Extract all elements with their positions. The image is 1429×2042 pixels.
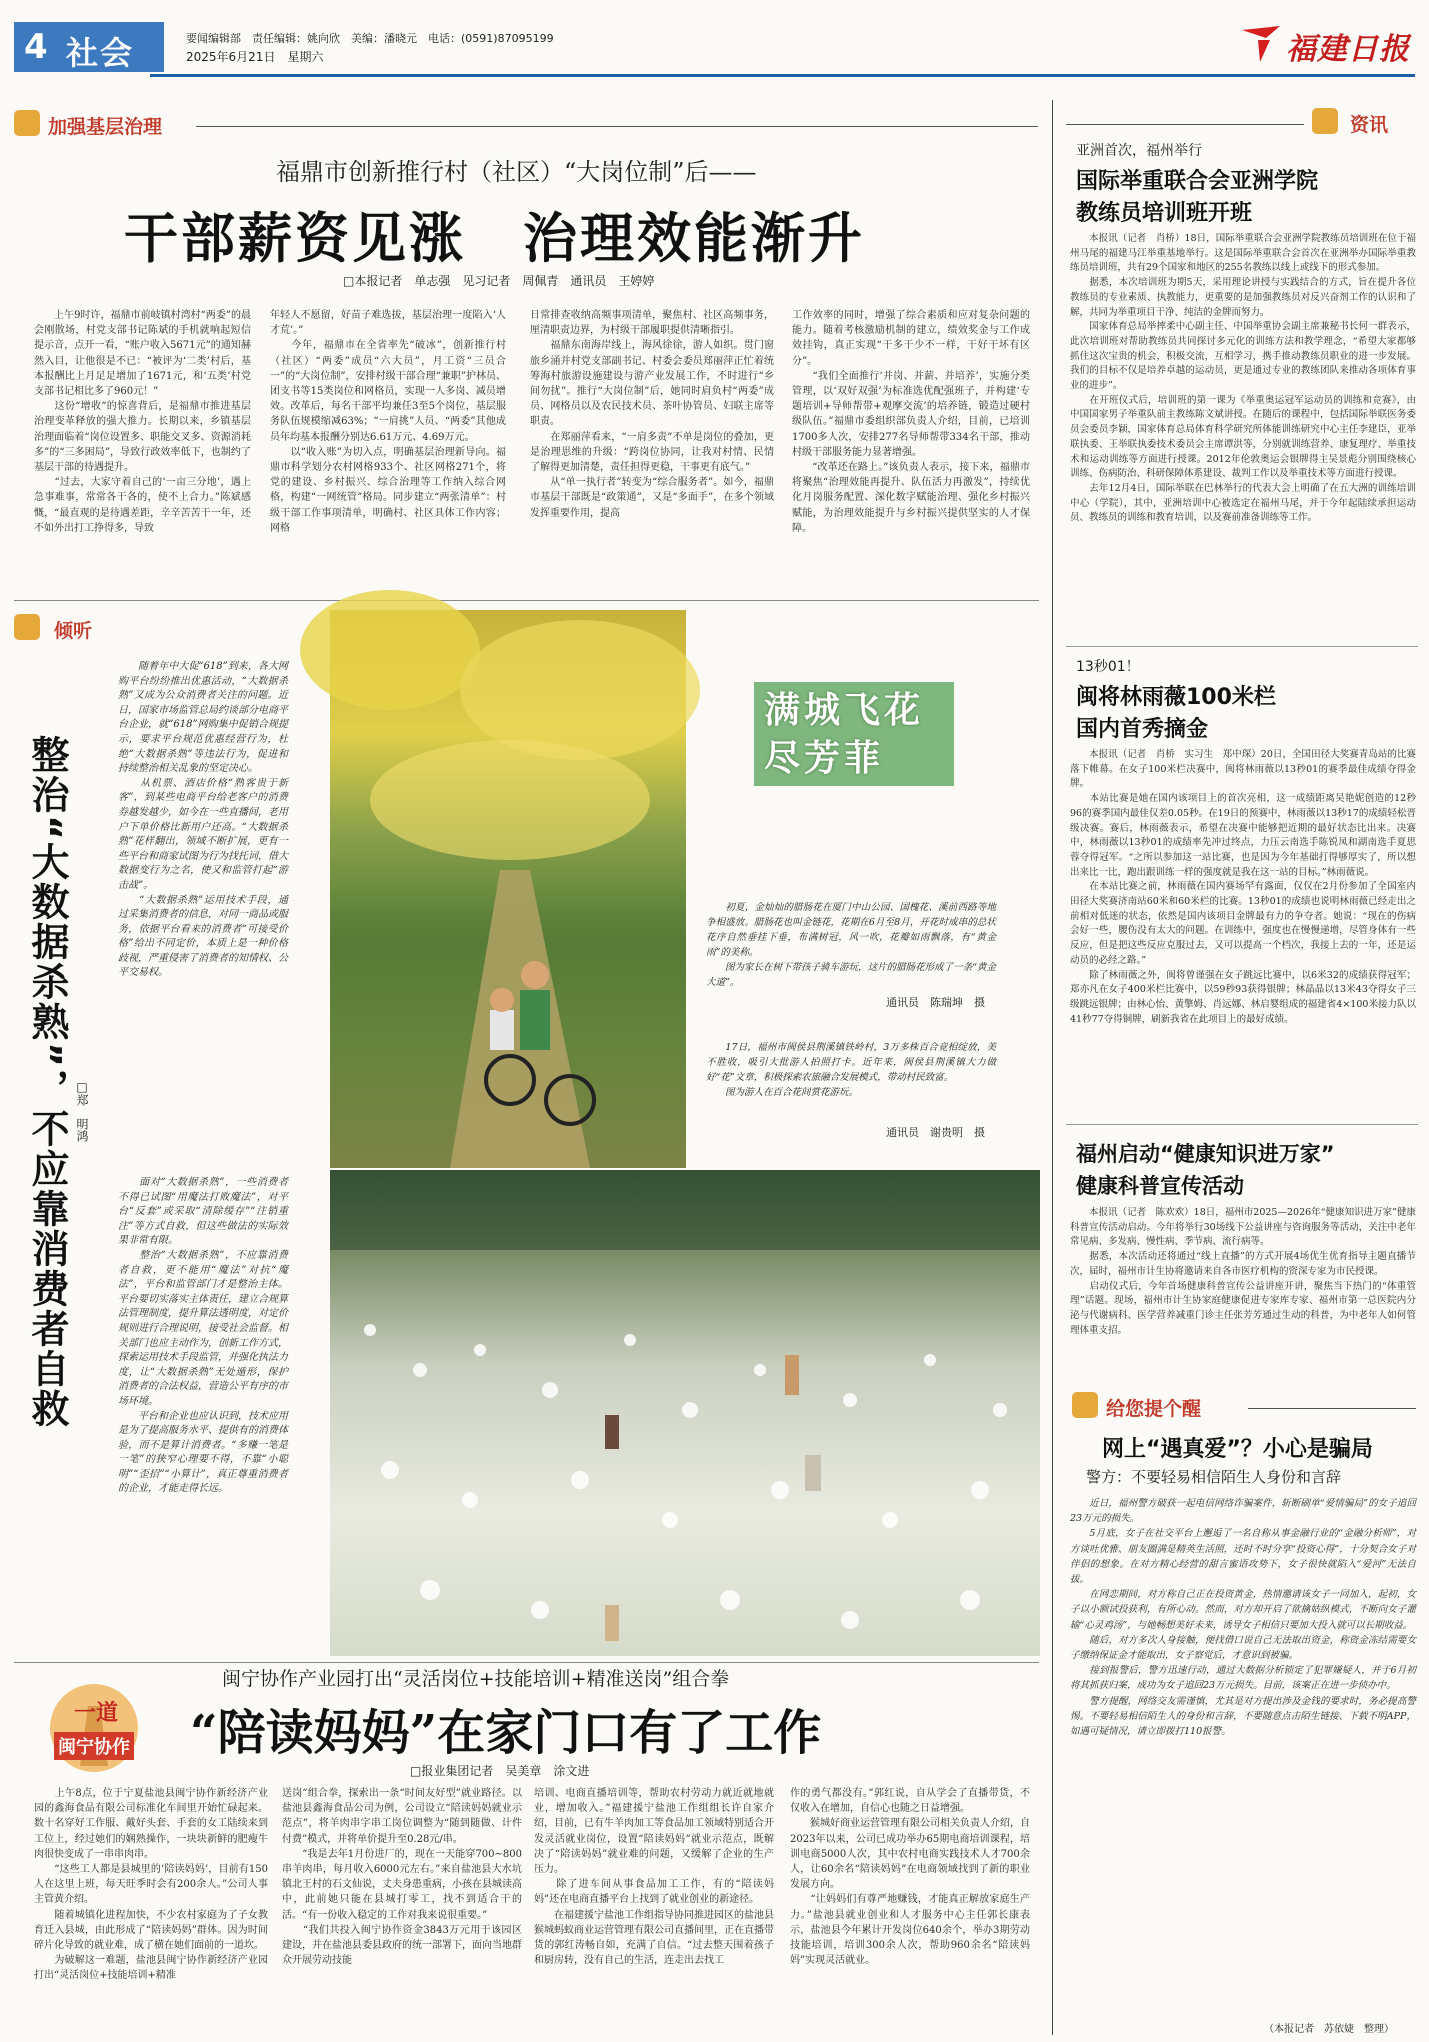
minning-headline: “陪读妈妈”在家门口有了工作 [190, 1705, 822, 1761]
photo-lily-field [330, 1170, 1040, 1656]
photo-feature-title-box [720, 660, 958, 790]
news1-title-1: 国际举重联合会亚洲学院 [1076, 169, 1319, 194]
badge-bottom-text: 闽宁协作 [54, 1732, 134, 1760]
minning-col-4: 作的勇气都没有。”郭红说，自从学会了直播带货，不仅收入在增加，自信心也随之日益增强。 猴城好商业运营管理有限公司相关负责人介绍，自2023年以来，公司已成功举办65期电商培训课程，培训电商5000人次，其中农村电商实践技术人才700余人，让60余名“陪读妈妈”在电商领域找到了新的职业发展方向。 “让妈妈们有尊严地赚钱，才能真正解放家庭生产力。”盐池县就业创业和人才服务中心主任郭长康表示，盐池县今年累计开发岗位640余个，举办3期劳动技能培训，培训300余人次，帮助960余名“陪读妈妈”实现灵活就业。 [790, 1788, 1030, 1967]
minning-badge [30, 1676, 160, 1776]
news2-kicker: 13秒01！ [1076, 659, 1140, 675]
house-icon [14, 110, 40, 136]
minning-byline: □报业集团记者 吴美章 涂文进 [410, 1764, 590, 1778]
column-divider [1052, 100, 1053, 2035]
section-label [14, 614, 154, 644]
section-rule [14, 1662, 1039, 1663]
minning-col-1: 上午8点，位于宁夏盐池县闽宁协作新经济产业园的鑫海食品有限公司标准化车间里开始忙碌起来。数十名穿好工作服、戴好头套、手套的女工陆续来到工位上，经过她们的娴熟操作，一块块新鲜的肥瘦牛肉很快变成了一串串肉串。 “这些工人都是县城里的‘陪读妈妈’，目前有150人在这里上班，每天旺季时会有200余人。”公司人事主管黄介绍。 随着城镇化进程加快，不少农村家庭为了子女教育迁入县城，由此形成了“陪读妈妈”群体。因为时间碎片化导致的就业难，成了横在她们面前的一道坎。 为破解这一难题，盐池县闽宁协作新经济产业园打出“灵活岗位+技能培训+精准 [34, 1788, 268, 1982]
photo-illustration [330, 610, 686, 1168]
section-name: 社会 [66, 34, 135, 72]
pencil-icon [1072, 1392, 1098, 1418]
minning-kicker: 闽宁协作产业园打出“灵活岗位+技能培训+精准送岗”组合拳 [222, 1668, 730, 1690]
minning-col-2: 送岗”组合拳，探索出一条“时间友好型”就业路径。以盐池县鑫海食品公司为例，公司设立“陪读妈妈就业示范点”，将羊肉串字串工岗位调整为“随到随做、计件付费”模式，并将单价提升至0.28元/串。 “我是去年1月份进厂的，现在一天能穿700~800串羊肉串，每月收入6000元左右。”来自盐池县大水坑镇北王村的石文仙说，丈夫身患重病，小孩在县城读高中，此前她只能在县城打零工，找不到适合干的活。“有一份收入稳定的工作对我来说很重要。” “我们共投入闽宁协作资金3843万元用于该园区建设，并在盐池县委县政府的统一部署下，面向当地群众开展劳动技能 [282, 1788, 522, 1967]
lead-kicker: 福鼎市创新推行村（社区）“大岗位制”后—— [276, 158, 757, 186]
section-label-text: 倾听 [54, 620, 93, 642]
warning-credit: （本报记者 苏依婕 整理） [1264, 2024, 1394, 2035]
photo-feature-title: 满城飞花尽芳菲 [754, 682, 954, 786]
commentary-headline: 整治“大数据杀熟”，不应靠消费者自救 [25, 735, 69, 1429]
news3-title-1: 福州启动“健康知识进万家” [1076, 1142, 1335, 1166]
page-number-block [14, 22, 164, 72]
commentary-col-1: 随着年中大促“618”到来，各大网购平台纷纷推出优惠活动，“大数据杀熟”又成为公众消费者关注的问题。近日，国家市场监管总局约谈部分电商平台企业，就“618”网购集中促销合规提示，要求平台规范优惠经营行为，杜绝“大数据杀熟”等违法行为，促进和持续整治相关乱象的坚定决心。 从机票、酒店价格“熟客贵于新客”，到某些电商平台给老客户的消费券越发越少，如今在一些直播间，老用户下单价格比新用户还高。“大数据杀熟”花样翻出，领域不断扩展，更有一些平台和商家试图为行为找托词，借大数据变行为之名，使又和监管打起“游击战”。 “大数据杀熟”运用技术手段，通过采集消费者的信息，对同一商品或服务，依据平台看来的消费者“可接受价格”给出不同定价，本质上是一种价格歧视，严重侵害了消费者的知情权、公平交易权。 [118, 661, 288, 979]
news2-title-2: 国内首秀摘金 [1076, 717, 1209, 742]
section-rule [1066, 646, 1418, 647]
commentary-col-2: 面对“大数据杀熟”，一些消费者不得已试图“用魔法打败魔法”，对平台“反套”或采取“清除缓存”“注销重注”等方式自救，但这些做法的实际效果非常有限。 整治“大数据杀熟”，不应靠消费者自救，更不能用“魔法”对抗“魔法”，平台和监管部门才是整治主体。平台要切实落实主体责任，建立合规算法管理制度，提升算法透明度，对定价规则进行合理说明，接受社会监督。相关部门也应主动作为，创新工作方式，探索运用技术手段监管，并强化执法力度，让“大数据杀熟”无处遁形，保护消费者的合法权益，营造公平有序的市场环境。 平台和企业也应认识到，技术应用是为了提高服务水平、提供有的消费体验，而不是算计消费者。“多赚一笔是一笔”的狭窄心理要不得，不靠“小聪明”“歪招”“小算计”，真正尊重消费者的企业，才能走得长远。 [118, 1177, 288, 1495]
section-rule [1066, 1124, 1418, 1125]
warning-title: 网上“遇真爱”？小心是骗局 [1102, 1437, 1373, 1462]
news1-title-2: 教练员培训班开班 [1076, 201, 1253, 226]
section-rule [1066, 124, 1304, 125]
photo-credit-1: 通讯员 陈瑞坤 摄 [886, 996, 985, 1009]
issue-date: 2025年6月21日 星期六 [186, 50, 324, 64]
lead-byline: □本报记者 单志强 见习记者 周佩青 通讯员 王婷婷 [343, 274, 655, 288]
section-label-text: 加强基层治理 [48, 116, 163, 138]
news2-body: 本报讯（记者 肖桥 实习生 郑中琛）20日，全国田径大奖赛青岛站的比赛落下帷幕。在女子100米栏决赛中，闽将林雨薇以13秒01的赛季最佳成绩夺得金牌。 本站比赛是她在国内该项目上的首次亮相，这一成绩距离吴艳妮创造的12秒96的赛季国内最佳仅差0.05秒。在19日的预赛中，林雨薇以13秒17的成绩轻松晋级决赛。赛后，林雨薇表示，希望在决赛中能够把近期的最好状态比出来。决赛中，林雨薇以13秒01的成绩率先冲过终点，力压云南选手陈锐凤和湖南选手夏思蓉夺得冠军。“之所以参加这一站比赛，也是因为今年基础打得够厚实了，所以想出来比一比，跑出跟训练一样的强度就是我在这一站的目标。”林雨薇说。 在本站比赛之前，林雨薇在国内赛场罕有露面，仅仅在2月份参加了全国室内田径大奖赛济南站60米和60米栏的比赛。13秒01的成绩也说明林雨薇已经走出之前相对低迷的状态，依然是国内该项目金牌最有力的争夺者。她说：“现在的伤病会好一些，腰伤没有太大的问题。在训练中，强度也在慢慢递增，尽管身体有一些反应，但是把这些反应克服过去，又可以提高一个档次，我接上去的一年，还是运动员的必经之路。” 除了林雨薇之外，闽将曾谨强在女子跳远比赛中，以6米32的成绩获得冠军；郑亦凡在女子400米栏比赛中，以59秒93获得银牌；林晶晶以13米43夺得女子三级跳远银牌；由林心怡、黄擎姆、肖远娜、林启婴组成的福建省4×100米接力队以41秒77夺得铜牌，刷新我省在此项目上的最好成绩。 [1070, 749, 1416, 1025]
paper-name: 福建日报 [1286, 32, 1410, 67]
warning-subtitle: 警方：不要轻易相信陌生人身份和言辞 [1086, 1468, 1342, 1486]
commentary-author: □郑 明鸿 [75, 1080, 89, 1142]
flag-logo-icon [1240, 24, 1284, 64]
section-label-text: 给您提个醒 [1106, 1398, 1202, 1420]
masthead [0, 0, 1429, 80]
header-rule [150, 74, 1415, 77]
warning-body: 近日，福州警方破获一起电信网络诈骗案件，斩断刷单“爱情骗局”的女子追回23万元的损失。 5月底，女子在社交平台上邂逅了一名自称从事金融行业的“金融分析师”，对方谈吐优雅、朋友圈满是精英生活照，还时不时分享“投资心得”，十分契合女子对伴侣的想象。在对方精心经营的甜言蜜语攻势下，女子很快就陷入“爱河”无法自拔。 在网恋期间，对方称自己正在投资黄金，热情邀请该女子一同加入，起初，女子以小额试投获利，有所心动。然而，对方却开启了欲擒姑纵模式，不断向女子灌输“心灵鸡汤”，与她畅想美好未来，诱导女子相信只要加大投入就可以长期收益。 随后，对方多次人身接触，便找借口说自己无法取出资金，称资金冻结需要女子缴纳保证金才能取出，女子察觉后，才意识到被骗。 接到报警后，警方迅速行动，通过大数据分析锁定了犯罪嫌疑人，并于6月初将其抓获归案，成功为女子追回23万元损失。目前，该案正在进一步侦办中。 警方提醒，网络交友需谨慎，尤其是对方提出涉及金钱的要求时，务必提高警惕。不要轻易相信陌生人的身份和言辞，不要随意点击陌生链接、下载不明APP，如遇可疑情况，请立即拨打110报警。 [1070, 1498, 1416, 1738]
news3-title-2: 健康科普宣传活动 [1076, 1174, 1244, 1198]
lead-col-4: 工作效率的同时，增强了综合素质和应对复杂问题的能力。随着考核激励机制的建立，绩效奖金与工作成效挂钩，真正实现“干多干少不一样，干好干坏有区分”。 “我们全面推行‘并岗、并薪、并培养’，实施分类管理，以‘双好双强’为标准选优配强班子，并构建‘专题培训+导师帮带+观摩交流’的培养链，锻造过硬村级队伍。”福鼎市委组织部负责人介绍，目前，已培训1700多人次，安排277名导师帮带334名干部，推动村级干部服务能力显著增强。 “改革还在路上。”该负责人表示，接下来，福鼎市将聚焦“治理效能再提升、队伍活力再激发”，持续优化月岗服务配置、深化数字赋能治理、强化乡村振兴赋能，为治理效能提升与乡村振兴提供坚实的人才保障。 [792, 310, 1030, 534]
editor-line: 要闻编辑部 责任编辑：姚向欣 美编：潘晓元 电话：(0591)87095199 [186, 32, 554, 45]
paper-logo [1240, 18, 1410, 70]
house-icon [1312, 108, 1338, 134]
photo-golden-shower-trees [330, 610, 686, 1168]
section-label-text: 资讯 [1350, 114, 1389, 136]
page-number: 4 [24, 27, 48, 67]
lead-headline: 干部薪资见涨 治理效能渐升 [124, 207, 865, 270]
photo-credit-2: 通讯员 谢贵明 摄 [886, 1126, 985, 1139]
badge-top-text: 一道 [74, 1701, 119, 1726]
lead-col-3: 日常排查收纳高频事项清单，聚焦村、社区高频事务，厘清职责边界，为村级干部履职提供清晰指引。 福鼎东南海岸线上，海风徐徐，游人如织。贯门窗旅乡涌并村党支部副书记、村委会委员郑丽萍正忙着统筹海村旅游设施建设与游产业发展工作，不时进行“乡间勿扰”。推行“大岗位制”后，她同时肩负村“两委”成员、网格员以及农民技术员、茶叶协管员、妇联主席等职责。 在郑丽萍看来，“一肩多责”不单是岗位的叠加，更是治理思维的升级：“跨岗位协同，让我对村情、民情了解得更加清楚，责任担得更稳，干事更有底气。” 从“单一执行者”转变为“综合服务者”。如今，福鼎市基层干部既是“政策通”，又是“多面手”，在多个领域发挥重要作用，提高 [530, 310, 774, 519]
news1-kicker: 亚洲首次，福州举行 [1076, 143, 1202, 159]
section-rule [14, 600, 1039, 601]
minning-col-3: 培训、电商直播培训等，帮助农村劳动力就近就地就业，增加收入。”福建援宁盐池工作组组长许自家介绍，目前，已有牛羊肉加工等食品加工领域特别适合开发灵活就业岗位，设置“陪读妈妈”就业示范点，既解决了“陪读妈妈”就业难的问题，又缓解了企业的生产压力。 除了进车间从事食品加工工作，有的“陪读妈妈”还在电商直播平台上找到了就业创业的新途径。 在福建援宁盐池工作组指导协同推进园区的盐池县猴城蚂蚁商业运营管理有限公司直播间里，正在直播带货的郭红涛畅自如，充满了自信。“过去整天围着孩子和厨房转，没有自己的生活，连走出去找工 [534, 1788, 774, 1967]
news3-body: 本报讯（记者 陈欢欢）18日，福州市2025—2026年“健康知识进万家”健康科普宣传活动启动。今年将举行30场线下公益讲座与咨询服务等活动，关注中老年常见病、多发病、慢性病、季节病、流行病等。 据悉，本次活动还将通过“线上直播”的方式开展4场优生优育指导主题直播节次，届时，福州市计生协将邀请来自各市医疗机构的资深专家为市民授课。 启动仪式后，今年首场健康科普宣传公益讲座开讲，聚焦当下热门的“体重管理”话题。现场，福州市计生协家庭健康促进专家库专家、福州市第一总医院内分泌与代谢病科、医学营养减重门诊主任张芳芳通过生动的科普，为中老年人如何管理体重支招。 [1070, 1207, 1416, 1336]
section-label [1312, 108, 1422, 138]
photo-caption-2: 17日，福州市闽侯县荆溪镇铁岭村，3万多株百合竞相绽放，美不胜收，吸引大批游人拍照打卡。近年来，闽侯县荆溪镇大力做好“花”文章，积极探索农旅融合发展模式，带动村民致富。 图为游人在百合花间赏花游玩。 [706, 1042, 996, 1098]
section-rule [196, 126, 1038, 127]
news2-title-1: 闽将林雨薇100米栏 [1076, 685, 1276, 710]
lead-col-2: 年轻人不愿留，好苗子难选拔，基层治理一度陷入‘人才荒’。” 今年，福鼎市在全省率先“破冰”，创新推行村（社区）“两委”成员“六大员”，月工资“三员合一”的“大岗位制”，安排村级干部合理“兼职”护林员、团支书等15类岗位和网格员，实现一人多岗、减员增效。改革后，每名干部平均兼任3至5个岗位，基层服务队伍规模缩减63%；“一肩挑”人员、“两委”其他成员年均基本报酬分别达6.61万元、4.69万元。 以“收入账”为切入点，明确基层治理新导向。福鼎市科学划分农村网格933个、社区网格271个，将党的建设、乡村振兴、综合治理等工作纳入综合网格，构建“一网统管”格局。同步建立“两张清单”：村级干部工作事项清单，明确村、社区具体工作内容；网格 [270, 310, 506, 534]
section-rule [1248, 1408, 1416, 1409]
section-label [1072, 1392, 1252, 1422]
photo-caption-1: 初夏，金灿灿的腊肠花在厦门中山公园、国槐花、溪前西路等地争相盛放。腊肠花也叫金链花，花期在6月至8月，开花时成串的总状花序自然垂挂下垂，布满树冠，风一吹，花瓣如雨飘落，有“黄金雨”的美称。 图为家长在树下带孩子骑车游玩，这片的腊肠花形成了一条“黄金大道”。 [706, 902, 996, 988]
news1-body: 本报讯（记者 肖桥）18日，国际举重联合会亚洲学院教练员培训班在位于福州马尾的福建马江举重基地举行。这是国际举重联合会首次在亚洲举办国际举重教练员培训班，共有29个国家和地区的255名教练以线上或线下的形式参加。 据悉，本次培训班为期5天，采用理论讲授与实践结合的方式，旨在提升各位教练员的专业素质、执教能力，更重要的是加强教练员对反兴奋剂工作的认识和了解，共同为举重项目干净、纯洁的金牌而努力。 国家体育总局举摔柔中心副主任、中国举重协会副主席兼秘书长何一群表示，此次培训班对帮助教练员共同探讨多元化的训练方法和教学理念，“希望大家都够抓住这次宝贵的机会，积极交流，互相学习，携手推动教练员职业的进一步发展。我们的目标不仅是培养卓越的运动员，更是通过专业的教练团队来推动各项体育事业的进步”。 在开班仪式后，培训班的第一课为《举重奥运冠军运动员的训练和竞赛》，由中国国家男子举重队前主教练陈文斌讲授。在随后的课程中，包括国际举联医务委员会委员李颖，国家体育总局体育科学研究所体能训练研究中心主任李建臣，亚举联执委、王举联执委技术委员会主席谭洪等，分别就训练营养、康复理疗、举重技术和运动训练等方面进行授课。2012年伦敦奥运会银牌得主吴景彪分别围绕核心训练、伤病防治、科研保障体系建设、裁判工作以及举重技术等方面进行授课。 去年12月4日，国际举联在巴林举行的代表大会上明确了在五大洲的训练培训中心（学院），其中，亚洲培训中心被选定在福州马尾，并于今年起陆续承担运动员、教练员的训练和教育培训，以及赛前准备训练等工作。 [1070, 233, 1416, 524]
pencil-icon [14, 614, 40, 640]
section-label [14, 110, 234, 140]
lead-col-1: 上午9时许，福鼎市前岐镇村湾村“两委”的晨会刚散场，村党支部书记陈斌的手机就响起短信提示音，点开一看，“账户收入5671元”的通知赫然入目，让他很是不已：“被评为‘二类’村后，基本报酬比上月足足增加了1671元，和‘五类’村党支部书记相比多了960元！” 这份“增收”的惊喜背后，是福鼎市推进基层治理变革释放的强大推力。长期以来，乡镇基层治理面临着“岗位设置多、职能交叉多、资源消耗多”的“三多困局”，导致行政效率低下，也制约了基层干部的待遇提升。 “过去，大家守着自己的‘一亩三分地’，遇上急事难事，常常各干各的，使不上合力。”陈斌感慨，“最直观的是待遇差距，辛辛苦苦干一年，还不如外出打工挣得多，导致 [34, 310, 251, 534]
photo-illustration [330, 1170, 1040, 1656]
